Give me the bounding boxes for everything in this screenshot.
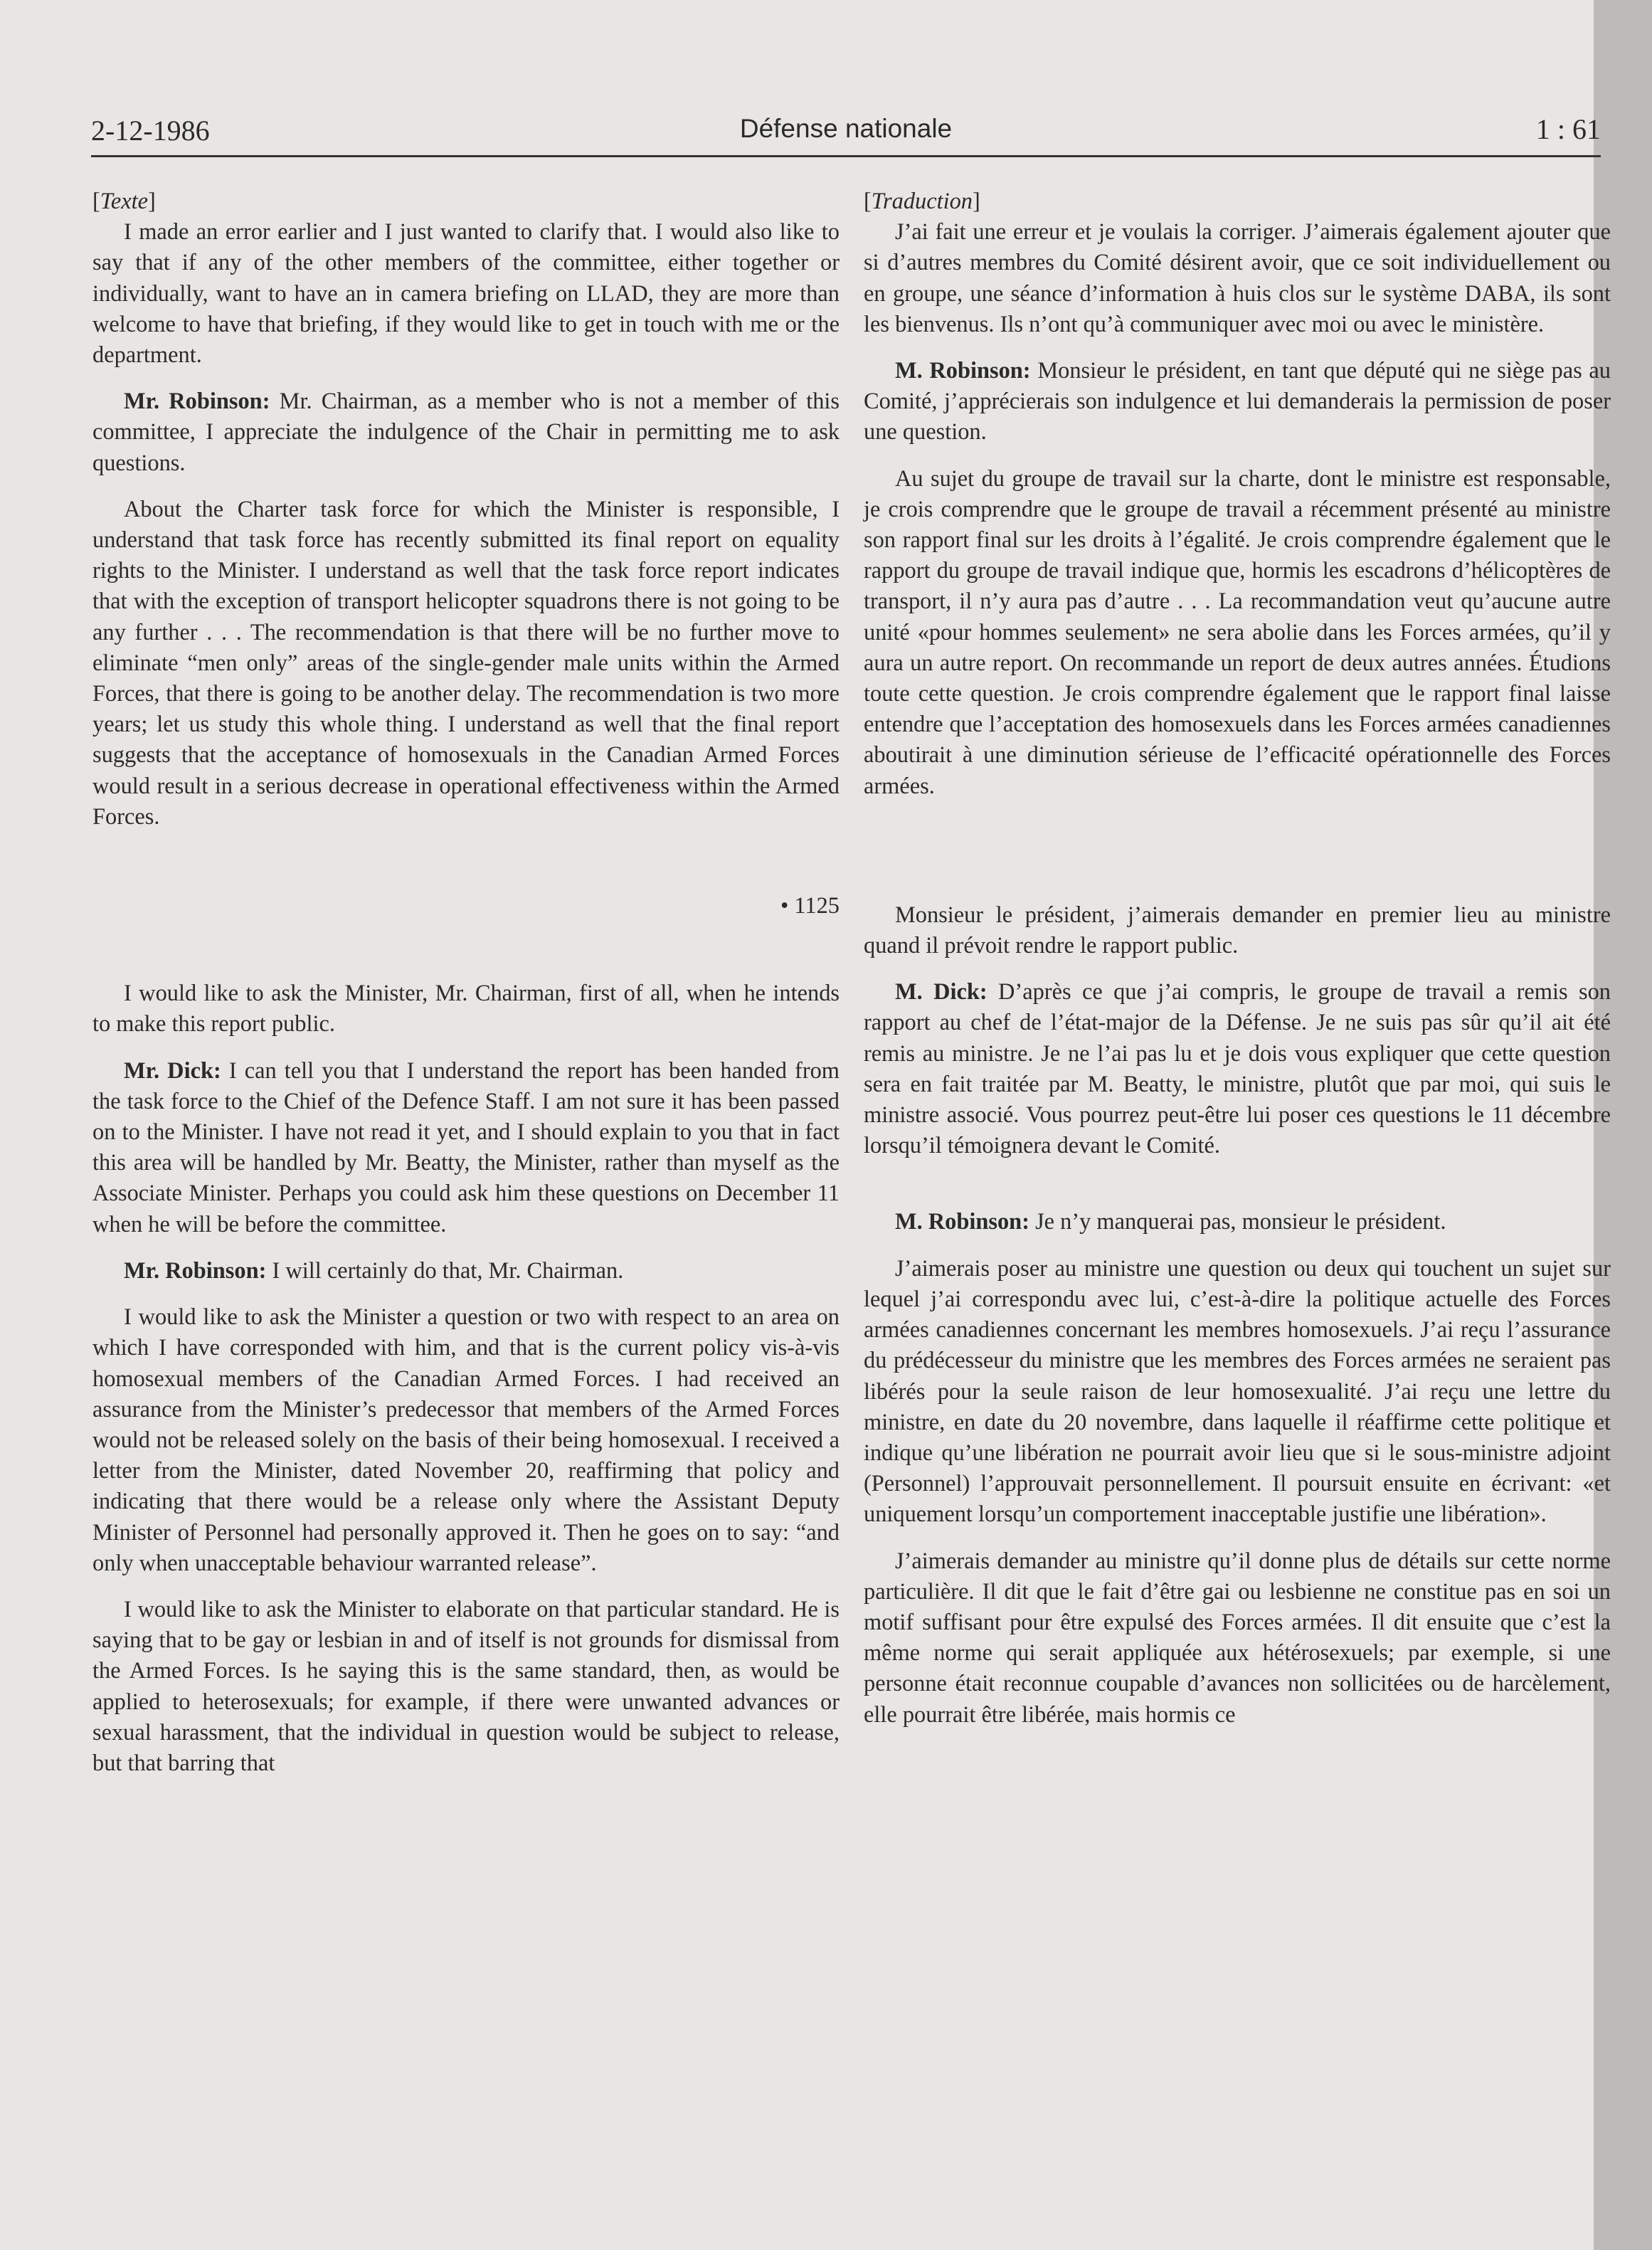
- paragraph: Monsieur le président, j’aimerais demander en premier lieu au ministre quand il prévoit rendre le rapport public.: [864, 902, 1611, 959]
- paragraph: About the Charter task force for which the Minister is responsible, I understand that task force has recently submitted its final report on equality rights to the Minister. I understand as well that the task force report indicates that with the exception of transport helicopter squadrons there is not going to be any further . . . The recommendation is that there will be no further move to eliminate “men only” areas of the single-gender male units within the Armed Forces, that there is going to be another delay. The recommendation is two more years; let us study this whole thing. I understand as well that the final report suggests that the acceptance of homosexuals in the Canadian Armed Forces would result in a serious decrease in operational effectiveness within the Armed Forces.: [92, 496, 840, 830]
- running-header: [91, 107, 1601, 157]
- paragraph: Au sujet du groupe de travail sur la charte, dont le ministre est responsable, je crois comprendre que le groupe de travail a récemment présenté au ministre son rapport final sur les droits à l’égalité. Je crois comprendre également que le rapport du groupe de travail indique que, hormis les escadrons d’hélicoptères de transport, il n’y aura pas d’autre . . . La recommandation veut qu’aucune autre unité «pour hommes seulement» ne sera abolie dans les Forces armées, qu’il y aura un autre report. On recommande un report de deux autres années. Étudions toute cette question. Je crois comprendre également que le rapport final laisse entendre que l’acceptation des homosexuels dans les Forces armées canadiennes aboutirait à une diminution sérieuse de l’efficacité opérationnelle des Forces armées.: [864, 465, 1611, 799]
- paragraph: Mr. Robinson: I will certainly do that, Mr. Chairman.: [124, 1257, 624, 1284]
- paragraph: M. Robinson: Monsieur le président, en tant que député qui ne siège pas au Comité, j’apprécierais son indulgence et lui demanderais la permission de poser une question.: [864, 358, 1611, 445]
- speaker-name: M. Robinson:: [895, 358, 1031, 384]
- paragraph: I made an error earlier and I just wanted to clarify that. I would also like to say that if any of the other members of the committee, either together or individually, want to have an in camera briefing on LLAD, they are more than welcome to have that briefing, if they would like to get in touch with me or the department.: [92, 219, 840, 369]
- paragraph: I would like to ask the Minister, Mr. Chairman, first of all, when he intends to make this report public.: [92, 981, 840, 1037]
- french-column: [864, 186, 1611, 1746]
- speaker-name: M. Robinson:: [895, 1209, 1029, 1235]
- header-page-number: 1 : 61: [1535, 113, 1601, 145]
- time-marker: • 1125: [780, 893, 840, 919]
- header-rule: [91, 155, 1601, 157]
- column-tag: [Traduction]: [864, 189, 980, 214]
- header-date: 2-12-1986: [91, 115, 210, 147]
- paragraph: J’aimerais poser au ministre une question ou deux qui touchent un sujet sur lequel j’ai correspondu avec lui, c’est-à-dire la politique actuelle des Forces armées canadiennes concernant les membres homosexuels. J’ai reçu l’assurance du prédécesseur du ministre que les membres des Forces armées ne seraient pas libérés pour la seule raison de leur homosexualité. J’ai reçu une lettre du ministre, en date du 20 novembre, dans laquelle il réaffirme cette politique et indique qu’une libération ne pourrait avoir lieu que si le sous-ministre adjoint (Personnel) l’approuvait personnellement. Il poursuit ensuite en écrivant: «et uniquement lorsqu’un comportement inacceptable justifie une libération».: [864, 1255, 1611, 1528]
- paragraph: M. Dick: D’après ce que j’ai compris, le groupe de travail a remis son rapport au chef de l’état-major de la Défense. Je ne suis pas sûr qu’il ait été remis au ministre. Je ne l’ai pas lu et je dois vous expliquer que cette question sera en fait traitée par M. Beatty, le ministre, plutôt que par moi, qui suis le ministre associé. Vous pourrez peut-être lui poser ces questions le 11 décembre lorsqu’il témoignera devant le Comité.: [864, 979, 1611, 1159]
- column-tag: [Texte]: [92, 189, 156, 214]
- paragraph: J’aimerais demander au ministre qu’il donne plus de détails sur cette norme particulière. Il dit que le fait d’être gai ou lesbienne ne constitue pas en soi un motif suffisant pour être expulsé des Forces armées. Il dit ensuite que c’est la même norme qui serait appliquée aux hétérosexuels; par exemple, si une personne était reconnue coupable d’avances non sollicitées ou de harcèlement, elle pourrait être libérée, mais hormis ce: [864, 1548, 1611, 1728]
- paragraph: Mr. Dick: I can tell you that I understand the report has been handed from the task force to the Chief of the Defence Staff. I am not sure it has been passed on to the Minister. I have not read it yet, and I should explain to you that in fact this area will be handled by Mr. Beatty, the Minister, rather than myself as the Associate Minister. Perhaps you could ask him these questions on December 11 when he will be before the committee.: [92, 1057, 840, 1237]
- speaker-name: Mr. Dick:: [124, 1057, 221, 1084]
- header-title: Défense nationale: [739, 114, 953, 143]
- paragraph: Mr. Robinson: Mr. Chairman, as a member who is not a member of this committee, I appreciate the indulgence of the Chair in permitting me to ask questions.: [92, 389, 840, 476]
- paragraph: J’ai fait une erreur et je voulais la corriger. J’aimerais également ajouter que si d’autres membres du Comité désirent avoir, que ce soit individuellement ou en groupe, une séance d’information à huis clos sur le système DABA, ils sont les bienvenus. Ils n’ont qu’à communiquer avec moi ou avec le ministère.: [864, 219, 1611, 337]
- speaker-name: Mr. Robinson:: [124, 1257, 267, 1284]
- english-column: [92, 186, 840, 1795]
- speaker-name: Mr. Robinson:: [124, 389, 270, 415]
- paragraph: M. Robinson: Je n’y manquerai pas, monsieur le président.: [895, 1209, 1446, 1235]
- paragraph: I would like to ask the Minister a question or two with respect to an area on which I have corresponded with him, and that is the current policy vis-à-vis homosexual members of the Canadian Armed Forces. I had received an assurance from the Minister’s predecessor that members of the Armed Forces would not be released solely on the basis of their being homosexual. I received a letter from the Minister, dated November 20, reaffirming that policy and indicating that there would be a release only where the Assistant Deputy Minister of Personnel had personally approved it. Then he goes on to say: “and only when unacceptable behaviour warranted release”.: [92, 1304, 840, 1576]
- paragraph: I would like to ask the Minister to elaborate on that particular standard. He is saying that to be gay or lesbian in and of itself is not grounds for dismissal from the Armed Forces. Is he saying this is the same standard, then, as would be applied to heterosexuals; for example, if there were unwanted advances or sexual harassment, that the individual in question would be subject to release, but that barring that: [92, 1596, 840, 1776]
- speaker-name: M. Dick:: [895, 979, 988, 1005]
